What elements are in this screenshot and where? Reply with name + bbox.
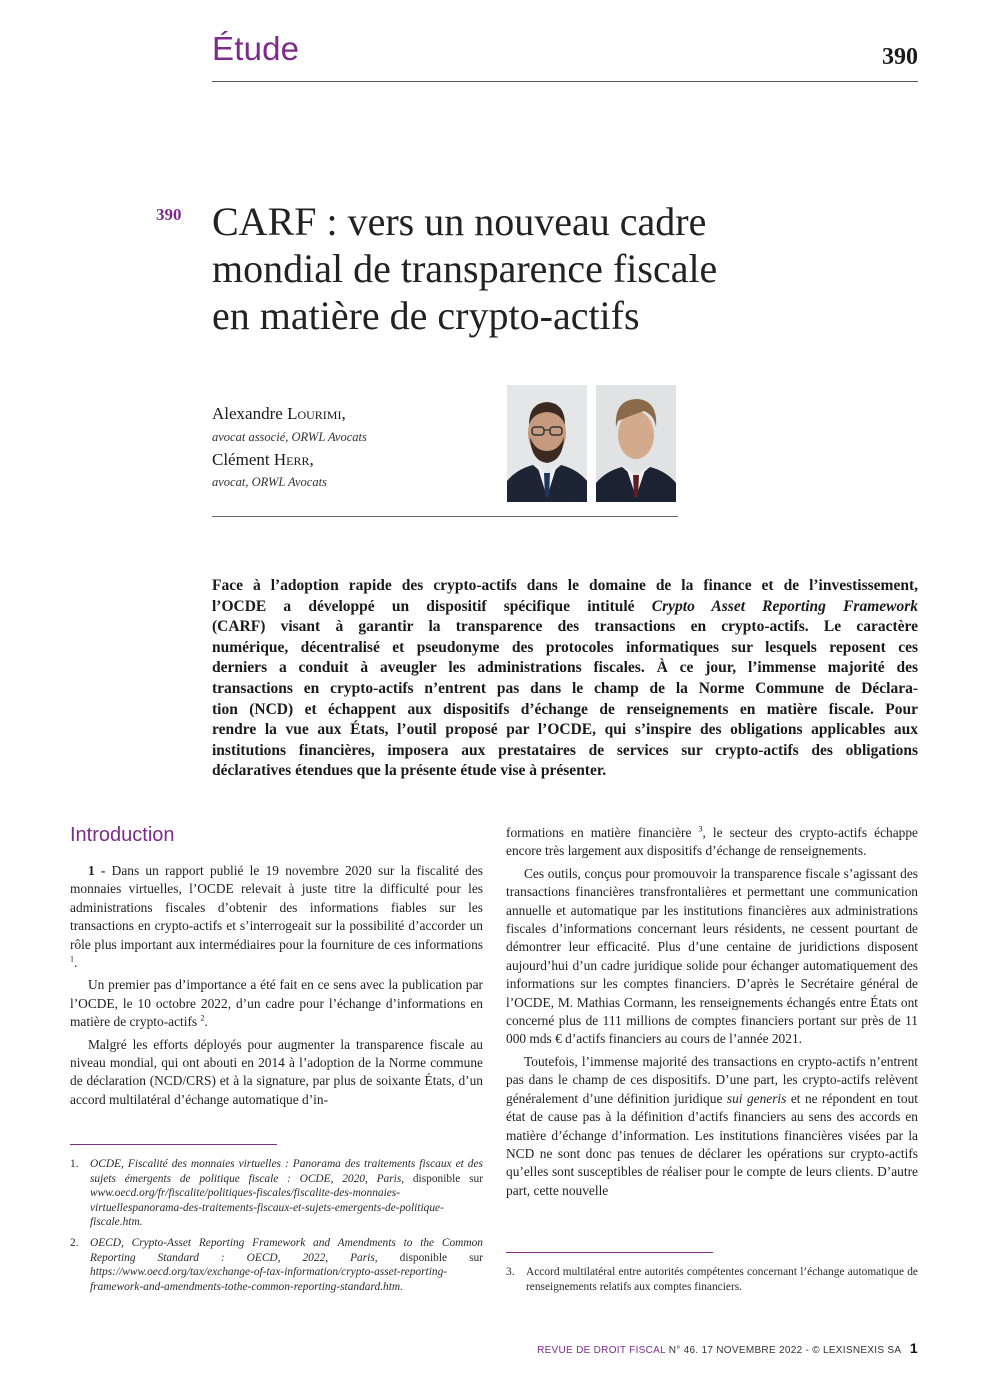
article-number: 390 bbox=[156, 205, 182, 224]
paragraph-text: Un premier pas d’importance a été fait en ce sens avec la publication par l’OCDE, le 10 octobre 2022, d’un cadre pour l’échange d’informations en matière de crypto-actifs bbox=[70, 977, 483, 1030]
body-column-right bbox=[506, 824, 918, 1204]
footnote-ref[interactable]: 2 bbox=[200, 1013, 205, 1023]
abstract-line: Face à l’adoption rapide des crypto-actifs dans le domaine de la finance et de l’investissement, bbox=[212, 577, 918, 594]
title-line: mondial de transparence fiscale bbox=[212, 246, 718, 291]
footnote bbox=[70, 1236, 483, 1294]
footnote-text: Accord multilatéral entre autorités compétentes concernant l’échange automatique de renseignements relatifs aux comptes financiers. bbox=[526, 1266, 918, 1293]
title-line: CARF : vers un nouveau cadre bbox=[212, 199, 707, 244]
title-line: en matière de crypto-actifs bbox=[212, 293, 640, 338]
abstract-text: l’OCDE a développé un dispositif spécifique intitulé bbox=[212, 597, 635, 615]
header-divider bbox=[212, 81, 918, 82]
italic-term: sui generis bbox=[726, 1090, 787, 1106]
abstract-line: numérique, décentralisé et pseudonyme des protocoles informatiques sur lesquels reposent ces bbox=[212, 638, 918, 656]
author-name bbox=[212, 450, 314, 470]
footnote-text bbox=[90, 1236, 483, 1294]
author-photo bbox=[507, 385, 587, 502]
footnote bbox=[70, 1157, 483, 1230]
page-footer bbox=[537, 1340, 918, 1356]
section-label: Étude bbox=[212, 30, 300, 67]
paragraph: Un premier pas d’importance a été fait en ce sens avec la publication par l’OCDE, le 10 octobre 2022, d’un cadre pour l’échange d’informations en matière de crypto-actifs $^2$. bbox=[70, 977, 483, 1030]
author-role: avocat, ORWL Avocats bbox=[212, 475, 327, 489]
footnote-number: 3. bbox=[506, 1266, 515, 1278]
abstract-line: (CARF) visant à garantir la transparence des transactions en crypto-actifs. Le caractère bbox=[212, 618, 918, 636]
abstract-line: rendre la vue aux États, l’outil proposé par l’OCDE, qui s’inspire des obligations applicables aux bbox=[212, 721, 918, 739]
paragraph bbox=[506, 1053, 918, 1200]
paragraph-text: , le secteur des crypto-actifs échappe encore très largement aux dispositifs d’échange de renseignements. bbox=[506, 825, 918, 859]
abstract bbox=[212, 576, 918, 782]
abstract-line: déclaratives étendues que la présente étude vise à présenter. bbox=[212, 762, 607, 780]
author-divider bbox=[212, 516, 678, 517]
paragraph: Ces outils, conçus pour promouvoir la transparence fiscale s’agissant des transactions financières transfrontalières et permettant une communication annuelle et automatique par les institutions financières aux administrations fiscales d’informations concernant leurs résidents, ne cessent pourtant de démontrer leur efficacité. Plus d’une centaine de juridictions disposent aujourd’hui d’un cadre juridique solide pour échanger automatiquement des informations sur les comptes financiers. D’après le Secrétaire général de l’OCDE, M. Mathias Cormann, les renseignements échangés entre États ont concerné plus de 111 millions de comptes financiers portant sur près de 11 000 mds € d’actifs financiers au cours de l’année 2021. bbox=[506, 865, 918, 1047]
article-title bbox=[212, 198, 892, 339]
section-heading: Introduction bbox=[70, 824, 175, 846]
footnote-number: 2. bbox=[70, 1237, 79, 1249]
author-first-name: Alexandre bbox=[212, 404, 283, 423]
abstract-italic-title: Crypto Asset Reporting Framework bbox=[651, 597, 919, 615]
author-role: avocat associé, ORWL Avocats bbox=[212, 430, 367, 444]
journal-name: REVUE DE DROIT FISCAL bbox=[537, 1345, 666, 1356]
author-first-name: Clément bbox=[212, 450, 270, 469]
paragraph: Malgré les efforts déployés pour augmenter la transparence fiscale au niveau mondial, qui ont abouti en 2014 à l’adoption de la Norme commune de déclaration (NCD/CRS) et à la signature, par plus de soixante États, d’un accord multilatéral d’échange automatique d’in- bbox=[70, 1036, 483, 1107]
paragraph-text: formations en matière financière bbox=[506, 825, 692, 840]
paragraph bbox=[506, 824, 918, 861]
portrait-icon bbox=[507, 385, 587, 502]
body-column-left bbox=[70, 862, 483, 1113]
footnote-ref[interactable]: 3 bbox=[698, 824, 703, 834]
abstract-line: derniers a conduit à aveugler les administrations fiscales. À ce jour, l’immense majorité des bbox=[212, 659, 918, 677]
footnote-citation: OCDE, Fiscalité des monnaies virtuelles : Panorama des traitements fiscaux et des sujets émergents de politique fiscale : OCDE, 2020, Paris, bbox=[90, 1158, 483, 1185]
page-number-bottom: 1 bbox=[909, 1340, 918, 1356]
paragraph-text: Toutefois, l’immense majorité des transactions en crypto-actifs n’entrent pas dans le champ de ces dispositifs. D’une part, les crypto-actifs relèvent généralement d’une définition juridique bbox=[506, 1053, 918, 1106]
footnote-available: disponible sur bbox=[399, 1251, 483, 1264]
author-last-name: Herr, bbox=[273, 450, 314, 469]
abstract-line: institutions financières, imposera aux prestataires de services sur crypto-actifs des obligations bbox=[212, 741, 918, 759]
abstract-line: tion (NCD) et échappent aux dispositifs d’échange de renseignements en matière fiscale. Pour bbox=[212, 700, 918, 718]
paragraph: 1 - Dans un rapport publié le 19 novembre 2020 sur la fiscalité des monnaies virtuelles, l’OCDE relevait à juste titre la difficulté pour les administrations fiscales d’obtenir des informations fiables sur les transactions en crypto-actifs et s’interrogeait sur la possibilité d’accorder un rôle plus important aux intermédiaires pour la fourniture de ces informations $^1$. bbox=[70, 863, 483, 971]
paragraph-text: et ne répondent en tout état de cause pas à la définition d’actifs financiers au sens des accords en matière d’échange d’information. Les institutions financières visées par la NCD ne sont donc pas tenues de déclarer les opérations sur crypto-actifs qu’elles sont susceptibles de réaliser pour le compte de leurs clients. D’autre part, cette nouvelle bbox=[506, 1090, 918, 1198]
footnote-text bbox=[90, 1157, 483, 1230]
issue-info: N° 46. 17 NOVEMBRE 2022 - © LEXISNEXIS SA bbox=[668, 1345, 901, 1356]
footnote-number: 1. bbox=[70, 1158, 79, 1170]
footnote bbox=[506, 1265, 918, 1294]
author-photo bbox=[596, 385, 676, 502]
footnote-divider bbox=[70, 1144, 277, 1145]
footnote-ref[interactable]: 1 bbox=[70, 954, 74, 964]
portrait-icon bbox=[596, 385, 676, 502]
abstract-line bbox=[212, 597, 918, 618]
footnote-url[interactable]: www.oecd.org/fr/fiscalite/politiques-fiscales/fiscalite-des-monnaies-virtuellespanorama-des-traitements-fiscaux-et-sujets-emergents-de-politique-fiscale.htm. bbox=[90, 1187, 444, 1229]
footnote-citation: OECD, Crypto-Asset Reporting Framework and Amendments to the Common Reporting Standard : OECD, 2022, Paris, bbox=[90, 1237, 483, 1264]
footnote-divider bbox=[506, 1252, 713, 1253]
page-number-top: 390 bbox=[882, 44, 918, 70]
author-name bbox=[212, 404, 346, 424]
footnote-available: disponible sur bbox=[412, 1172, 483, 1185]
author-last-name: Lourimi, bbox=[287, 404, 346, 423]
paragraph-number: 1 - bbox=[88, 863, 106, 878]
footnote-url[interactable]: https://www.oecd.org/tax/exchange-of-tax-information/crypto-asset-reporting-framework-and-amendments-tothe-common-reporting-standard.htm. bbox=[90, 1266, 448, 1293]
abstract-line: transactions en crypto-actifs n’entrent pas dans le champ de la Norme Commune de Déclara- bbox=[212, 679, 918, 697]
paragraph-text: Dans un rapport publié le 19 novembre 2020 sur la fiscalité des monnaies virtuelles, l’OCDE relevait à juste titre la difficulté pour les administrations fiscales d’obtenir des informations fiables sur les transactions en crypto-actifs et s’interrogeait sur la possibilité d’accorder un rôle plus important aux intermédiaires pour la fourniture de ces informations bbox=[70, 863, 483, 952]
